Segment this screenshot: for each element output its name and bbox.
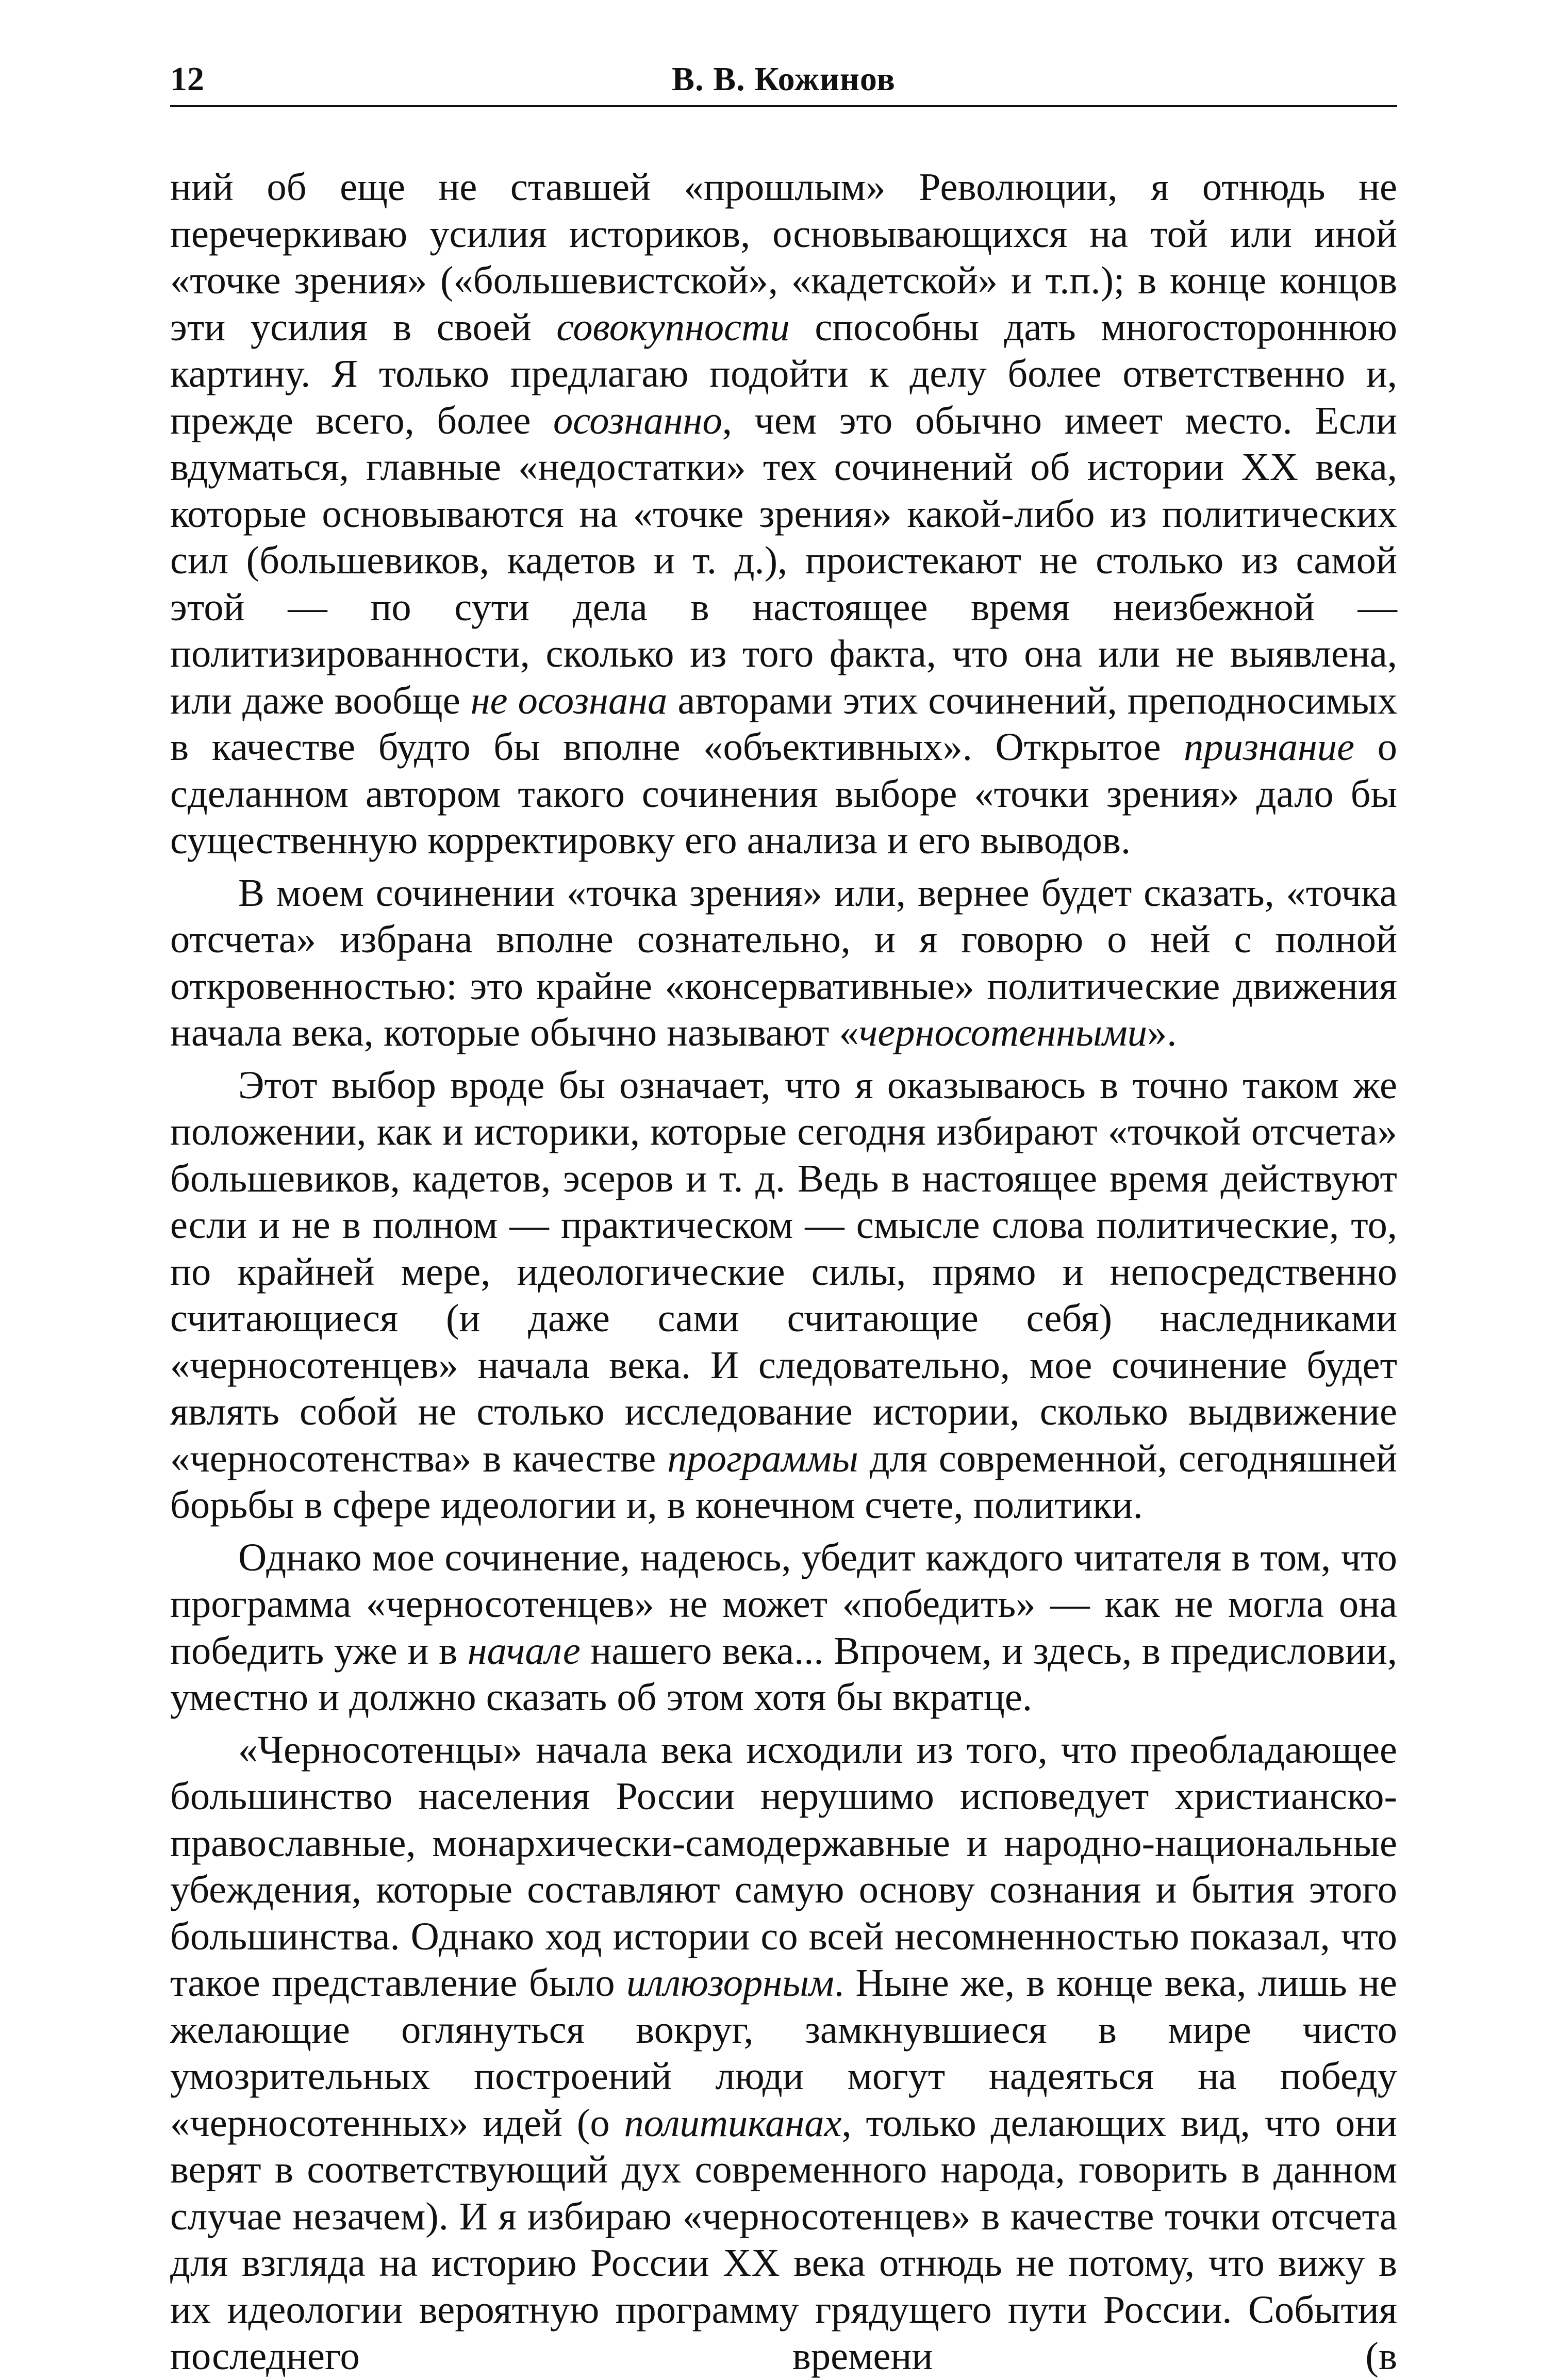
text-run: ний об еще не ставшей «прошлым» Революции, я отнюдь не перечеркиваю усилия историков, основывающихся на той или иной «точке зрения» («большевистской», «кадетской» и т.п.); в конце концов эти усилия в своей	[170, 165, 1397, 349]
text-run: о сделанном автором такого сочинения выборе «точки зрения» дало бы существенную корректировку его анализа и его выводов.	[170, 725, 1397, 862]
paragraph	[170, 1534, 1397, 1721]
running-head-author: В. В. Кожинов	[672, 60, 896, 98]
paragraph	[170, 1727, 1397, 2380]
page-number: 12	[170, 60, 204, 98]
header-rule	[170, 105, 1397, 107]
body-text	[170, 164, 1397, 2380]
text-run: , только делающих вид, что они верят в соответствующий дух современного народа, говорить в данном случае незачем). И я избираю «черносотенцев» в качестве точки отсчета для взгляда на историю России XX века отнюдь не потому, что вижу в их идеологии вероятную программу грядущего пути России. События последнего времени (в	[170, 2101, 1397, 2378]
italic-emphasis: признание	[1184, 725, 1355, 769]
text-run: . Ныне же, в конце века, лишь не желающие оглянуться вокруг, замкнувшиеся в мире чисто умозрительных построений люди могут надеяться на победу «черносотенных» идей (о	[170, 1961, 1397, 2145]
paragraph	[170, 870, 1397, 1056]
book-page	[170, 57, 1397, 2380]
italic-emphasis: осознанно	[553, 398, 722, 442]
italic-emphasis: программы	[667, 1436, 858, 1480]
paragraph	[170, 1062, 1397, 1529]
text-run: Однако мое сочинение, надеюсь, убедит каждого читателя в том, что программа «черносотенцев» не может «победить» — как не могла она победить уже и в	[170, 1535, 1397, 1673]
paragraph	[170, 164, 1397, 864]
text-run: «Черносотенцы» начала века исходили из того, что преобладающее большинство населения России нерушимо исповедует христианско-православные, монархически-самодержавные и народно-национальные убеждения, которые составляют самую основу сознания и бытия этого большинства. Однако ход истории со всей несомненностью показал, что такое представление было	[170, 1727, 1397, 2005]
text-run: В моем сочинении «точка зрения» или, вернее будет сказать, «точка отсчета» избрана вполне сознательно, и я говорю о ней с полной откровенностью: это крайне «консервативные» политические движения начала века, которые обычно называют «	[170, 870, 1397, 1054]
text-run: для современной, сегодняшней борьбы в сфере идеологии и, в конечном счете, политики.	[170, 1436, 1397, 1527]
text-run: способны дать многостороннюю картину. Я только предлагаю подойти к делу более ответственно и, прежде всего, более	[170, 305, 1398, 442]
italic-emphasis: не осознана	[470, 678, 668, 722]
italic-emphasis: совокупности	[556, 305, 790, 349]
text-run: нашего века... Впрочем, и здесь, в предисловии, уместно и должно сказать об этом хотя бы вкратце.	[170, 1628, 1397, 1719]
italic-emphasis: черносотенными	[858, 1011, 1148, 1054]
text-run: , чем это обычно имеет место. Если вдуматься, главные «недостатки» тех сочинений об истории XX века, которые основываются на «точке зрения» какой-либо из политических сил (большевиков, кадетов и т. д.), проистекают не столько из самой этой — по сути дела в настоящее время неизбежной — политизированности, сколько из того факта, что она или не выявлена, или даже вообще	[170, 398, 1397, 722]
text-run: Этот выбор вроде бы означает, что я оказываюсь в точно таком же положении, как и историки, которые сегодня избирают «точкой отсчета» большевиков, кадетов, эсеров и т. д. Ведь в настоящее время действуют если и не в полном — практическом — смысле слова политические, то, по крайней мере, идеологические силы, прямо и непосредственно считающиеся (и даже сами считающие себя) наследниками «черносотенцев» начала века. И следовательно, мое сочинение будет являть собой не столько исследование истории, сколько выдвижение «черносотенства» в качестве	[170, 1063, 1397, 1480]
running-head	[170, 57, 1397, 102]
italic-emphasis: политиканах	[624, 2101, 842, 2145]
italic-emphasis: начале	[467, 1628, 581, 1673]
italic-emphasis: иллюзорным	[626, 1961, 834, 2005]
text-run: ».	[1147, 1011, 1177, 1054]
text-run: авторами этих сочинений, преподносимых в качестве будто бы вполне «объективных». Открытое	[170, 678, 1397, 769]
